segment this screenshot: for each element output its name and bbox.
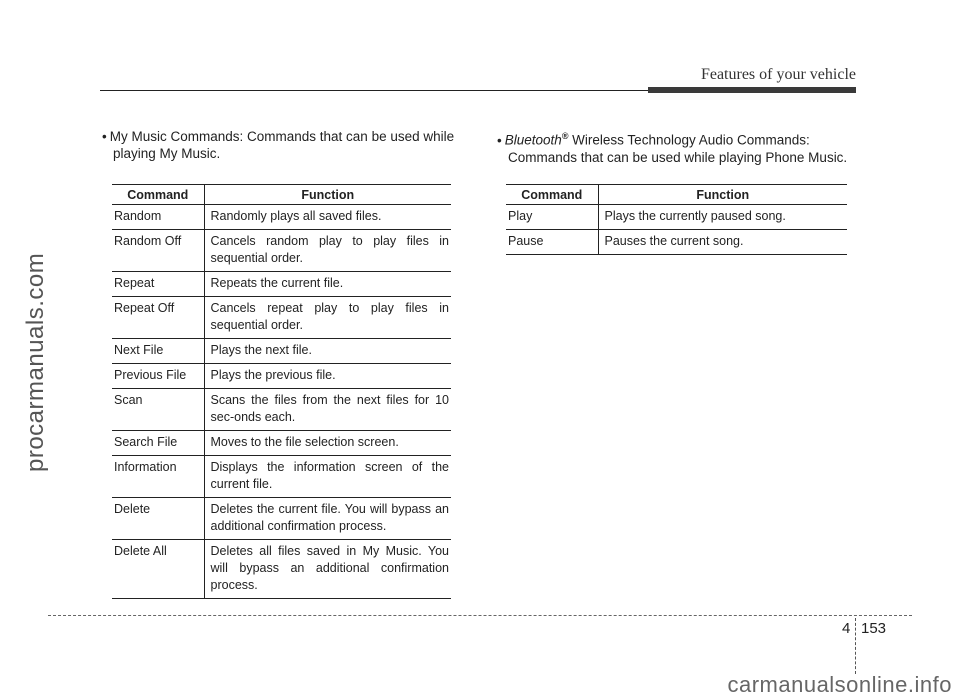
command-cell: Search File bbox=[112, 431, 204, 456]
function-cell: Pauses the current song. bbox=[598, 230, 847, 255]
table-row bbox=[112, 540, 451, 599]
header-bar bbox=[648, 87, 856, 93]
function-cell: Moves to the file selection screen. bbox=[204, 431, 451, 456]
table-row bbox=[112, 297, 451, 339]
chapter-number: 4 bbox=[842, 620, 851, 637]
function-cell: Cancels random play to play files in sequential order. bbox=[204, 230, 451, 272]
table-row bbox=[112, 498, 451, 540]
function-cell: Plays the next file. bbox=[204, 339, 451, 364]
table-row bbox=[112, 456, 451, 498]
my-music-intro-line2: playing My Music. bbox=[113, 146, 221, 161]
my-music-intro bbox=[102, 128, 462, 162]
function-cell: Repeats the current file. bbox=[204, 272, 451, 297]
table-row bbox=[112, 205, 451, 230]
table-row bbox=[506, 230, 847, 255]
command-cell: Random bbox=[112, 205, 204, 230]
bluetooth-brand: Bluetooth bbox=[504, 132, 562, 148]
bluetooth-intro-line1: Wireless Technology Audio Commands: bbox=[568, 132, 810, 148]
table-header-row bbox=[506, 185, 847, 205]
table-row bbox=[112, 339, 451, 364]
function-cell: Displays the information screen of the current file. bbox=[204, 456, 451, 498]
bullet: • bbox=[497, 132, 502, 148]
function-cell: Plays the currently paused song. bbox=[598, 205, 847, 230]
command-cell: Repeat bbox=[112, 272, 204, 297]
function-cell: Cancels repeat play to play files in sequential order. bbox=[204, 297, 451, 339]
table-row bbox=[112, 364, 451, 389]
side-watermark-text: procarmanuals.com bbox=[22, 252, 49, 472]
function-cell: Deletes all files saved in My Music. You will bypass an additional confirmation process. bbox=[204, 540, 451, 599]
footer-rule bbox=[48, 615, 912, 616]
table-header-row bbox=[112, 185, 451, 205]
function-cell: Plays the previous file. bbox=[204, 364, 451, 389]
page-number: 153 bbox=[861, 620, 887, 637]
table-row bbox=[112, 389, 451, 431]
column-header-command: Command bbox=[506, 185, 598, 205]
column-header-command: Command bbox=[112, 185, 204, 205]
bullet: • bbox=[102, 129, 107, 144]
function-cell: Scans the files from the next files for 10 sec-onds each. bbox=[204, 389, 451, 431]
command-cell: Random Off bbox=[112, 230, 204, 272]
section-title: Features of your vehicle bbox=[700, 66, 856, 83]
command-cell: Next File bbox=[112, 339, 204, 364]
header-rule bbox=[100, 90, 648, 91]
bluetooth-intro bbox=[497, 128, 857, 166]
bluetooth-audio-commands-table bbox=[506, 184, 847, 255]
command-cell: Delete All bbox=[112, 540, 204, 599]
page-number-divider bbox=[855, 618, 856, 674]
column-header-function: Function bbox=[598, 185, 847, 205]
table-row bbox=[506, 205, 847, 230]
function-cell: Deletes the current file. You will bypass an additional confirmation process. bbox=[204, 498, 451, 540]
registered-mark: ® bbox=[561, 131, 569, 141]
command-cell: Pause bbox=[506, 230, 598, 255]
bluetooth-intro-line2: Commands that can be used while playing Phone Music. bbox=[508, 149, 848, 165]
command-cell: Previous File bbox=[112, 364, 204, 389]
command-cell: Play bbox=[506, 205, 598, 230]
command-cell: Repeat Off bbox=[112, 297, 204, 339]
column-header-function: Function bbox=[204, 185, 451, 205]
table-row bbox=[112, 431, 451, 456]
command-cell: Delete bbox=[112, 498, 204, 540]
function-cell: Randomly plays all saved files. bbox=[204, 205, 451, 230]
command-cell: Information bbox=[112, 456, 204, 498]
command-cell: Scan bbox=[112, 389, 204, 431]
table-row bbox=[112, 230, 451, 272]
my-music-intro-line1: My Music Commands: Commands that can be used while bbox=[109, 129, 455, 144]
bottom-watermark: carmanualsonline.info bbox=[727, 672, 952, 697]
my-music-commands-table bbox=[112, 184, 451, 599]
table-row bbox=[112, 272, 451, 297]
